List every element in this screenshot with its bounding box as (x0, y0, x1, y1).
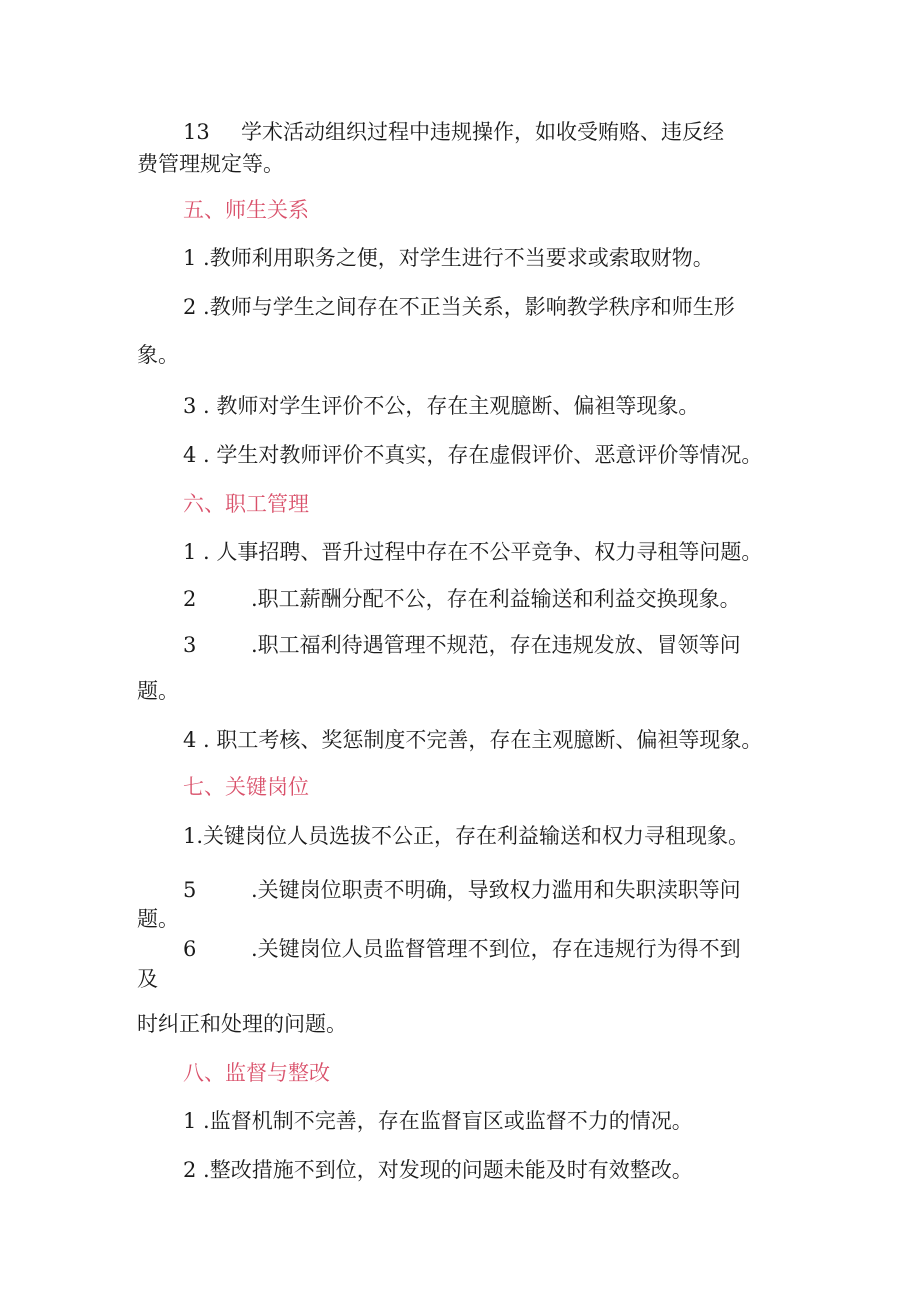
s6-item-3-line1 (183, 631, 741, 659)
s8-item-2: 2 .整改措施不到位，对发现的问题未能及时有效整改。 (183, 1158, 693, 1182)
s5-item-2-line2: 象。 (137, 343, 179, 367)
s5-item-3: 3 . 教师对学生评价不公，存在主观臆断、偏袒等现象。 (183, 394, 700, 418)
section-heading-teacher-student: 五、师生关系 (183, 198, 309, 222)
s7-item-6-line2: 及 (137, 967, 158, 991)
s6-item-2 (183, 585, 741, 613)
s5-item-4: 4 . 学生对教师评价不真实，存在虚假评价、恶意评价等情况。 (183, 443, 763, 467)
s6-item-1: 1 . 人事招聘、晋升过程中存在不公平竞争、权力寻租等问题。 (183, 540, 763, 564)
s7-item-6-number: 6 (183, 937, 197, 961)
s7-item-5-line1 (183, 876, 741, 904)
item-13-line1 (183, 118, 724, 146)
s6-item-2-number: 2 (183, 587, 197, 611)
item-13-number: 13 (183, 120, 210, 144)
s6-item-3-number: 3 (183, 633, 197, 657)
s7-item-1: 1.关键岗位人员选拔不公正，存在利益输送和权力寻租现象。 (183, 824, 750, 848)
section-heading-staff-management: 六、职工管理 (183, 492, 309, 516)
s7-item-5-number: 5 (183, 878, 197, 902)
section-heading-supervision: 八、监督与整改 (183, 1061, 330, 1085)
s6-item-3-text: .职工福利待遇管理不规范，存在违规发放、冒领等问 (251, 633, 741, 657)
item-13-line2: 费管理规定等。 (137, 152, 284, 176)
s6-item-4: 4 . 职工考核、奖惩制度不完善，存在主观臆断、偏袒等现象。 (183, 728, 763, 752)
s5-item-1: 1 .教师利用职务之便，对学生进行不当要求或索取财物。 (183, 246, 714, 270)
s7-item-6-text: .关键岗位人员监督管理不到位，存在违规行为得不到 (251, 937, 741, 961)
s8-item-1: 1 .监督机制不完善，存在监督盲区或监督不力的情况。 (183, 1109, 693, 1133)
s7-item-6-line3: 时纠正和处理的问题。 (137, 1012, 347, 1036)
s5-item-2-line1: 2 .教师与学生之间存在不正当关系，影响教学秩序和师生形 (183, 295, 735, 319)
item-13-text: 学术活动组织过程中违规操作，如收受贿赂、违反经 (241, 120, 724, 144)
s7-item-6-line1 (183, 935, 741, 963)
s6-item-3-line2: 题。 (137, 679, 179, 703)
s7-item-5-text: .关键岗位职责不明确，导致权力滥用和失职渎职等问 (251, 878, 741, 902)
section-heading-key-positions: 七、关键岗位 (183, 775, 309, 799)
s6-item-2-text: .职工薪酬分配不公，存在利益输送和利益交换现象。 (251, 587, 741, 611)
s7-item-5-line2: 题。 (137, 907, 179, 931)
